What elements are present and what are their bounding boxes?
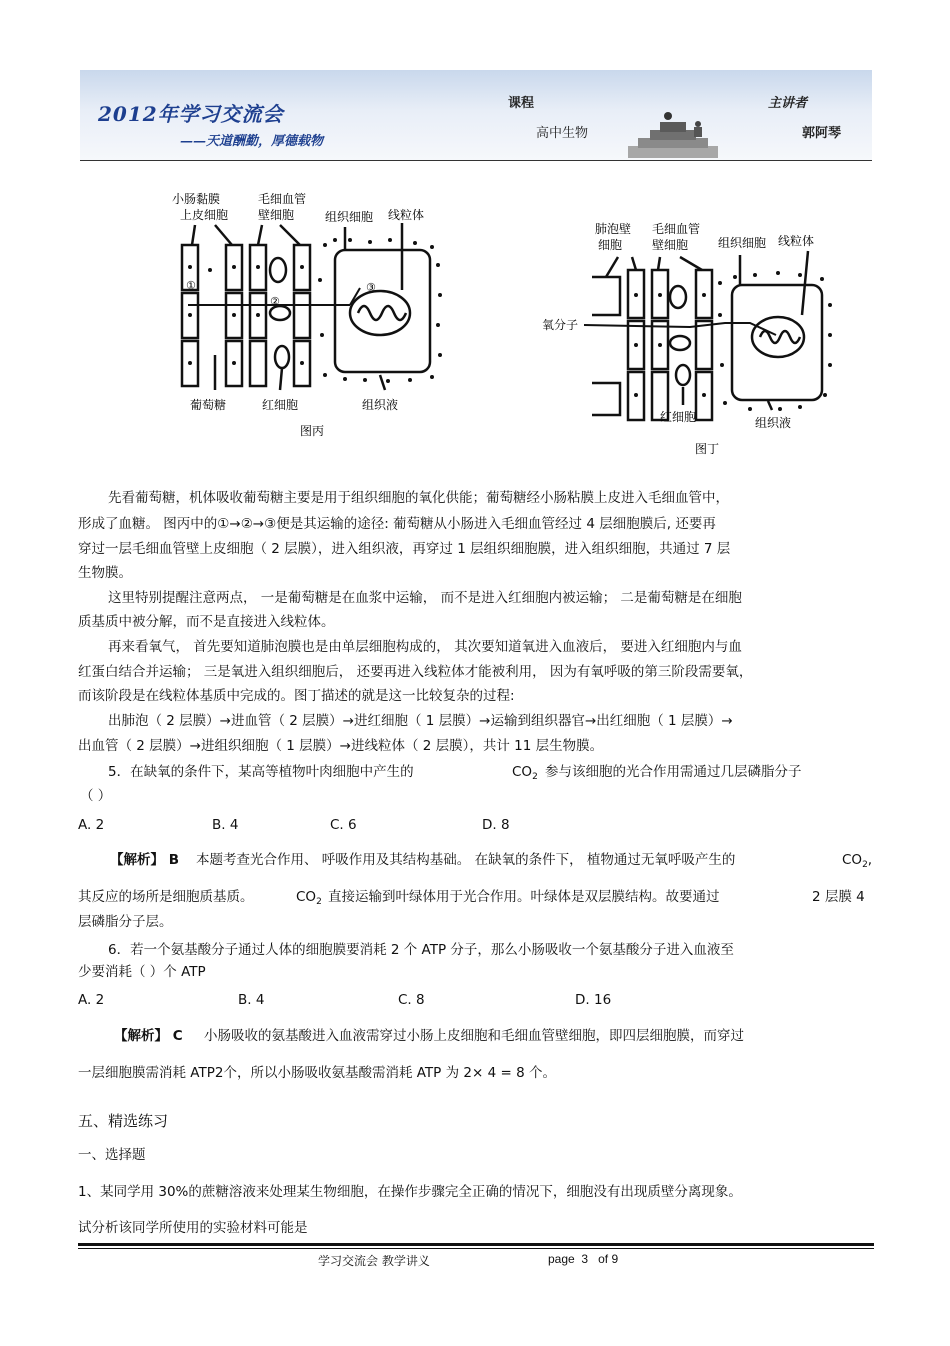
q6-stem-line1: 6．若一个氨基酸分子通过人体的细胞膜要消耗 2 个 ATP 分子，那么小肠吸收一个氨基酸分子进入血液至 <box>108 942 734 958</box>
p1-line2: 形成了血糖。 图丙中的①→②→③便是其运输的途径: 葡萄糖从小肠进入毛细血管经过 4 层细胞膜后, 还要再 <box>78 516 716 532</box>
p2-line2: 质基质中被分解，而不是直接进入线粒体。 <box>78 614 335 630</box>
label-red-cell: 红细胞 <box>262 398 299 412</box>
p2-line1: 这里特别提醒注意两点， 一是葡萄糖是在血浆中运输， 而不是进入红细胞内被运输； 二是葡萄糖是在细胞 <box>108 590 742 606</box>
exercise-1-line1: 1、某同学用 30%的蔗糖溶液来处理某生物细胞，在操作步骤完全正确的情况下，细胞没有出现质壁分离现象。 <box>78 1184 742 1200</box>
label-tissue-cell: 组织细胞 <box>325 210 374 224</box>
q5-co2: $CO_2$ <box>512 764 538 782</box>
figure-ding <box>540 215 840 460</box>
figure-bing <box>170 185 460 445</box>
q5-analysis-line3: 层磷脂分子层。 <box>78 914 173 930</box>
p3-line1: 再来看氧气， 首先要知道肺泡膜也是由单层细胞构成的， 其次要知道氧进入血液后， 要进入红细胞内与血 <box>108 639 742 655</box>
q5-analysis-label: 【解析】 B <box>110 852 179 868</box>
header-banner <box>80 70 872 161</box>
marker-1: ① <box>186 279 196 292</box>
figure-ding-caption: 图丁 <box>695 442 720 456</box>
footer-label: 学习交流会 教学讲义 <box>318 1254 430 1268</box>
course-value: 高中生物 <box>536 126 589 141</box>
label-intestine-1: 小肠黏膜 <box>172 192 221 206</box>
label-tissue-fluid: 组织液 <box>755 416 792 430</box>
label-tissue-cell: 组织细胞 <box>718 236 767 250</box>
q5-option-d: D. 8 <box>482 817 510 833</box>
q6-analysis-label: 【解析】 C <box>114 1028 183 1044</box>
q5-analysis-co2: $CO_2$, <box>842 852 873 870</box>
label-alveolus-1: 肺泡壁 <box>595 222 632 236</box>
figure-bing-caption: 图丙 <box>300 424 325 438</box>
marker-2: ② <box>270 295 280 308</box>
exercise-1-line2: 试分析该同学所使用的实验材料可能是 <box>78 1220 308 1236</box>
label-capillary-1: 毛细血管 <box>258 192 307 206</box>
q5-stem-b: 参与该细胞的光合作用需通过几层磷脂分子 <box>545 764 802 780</box>
p1-line1: 先看葡萄糖，机体吸收葡萄糖主要是用于组织细胞的氧化供能；葡萄糖经小肠粘膜上皮进入毛细血管中， <box>108 490 729 506</box>
q5-option-c: C. 6 <box>330 817 357 833</box>
section-title: 五、精选练习 <box>78 1112 169 1130</box>
label-capillary-1: 毛细血管 <box>652 222 701 236</box>
q5-analysis-line1: 本题考查光合作用、 呼吸作用及其结构基础。 在缺氧的条件下， 植物通过无氧呼吸产生的 <box>196 852 736 868</box>
p1-line4: 生物膜。 <box>78 565 132 581</box>
q6-stem-line2: 少要消耗（ ）个 ATP <box>78 964 206 980</box>
footer-page: page 3 of 9 <box>548 1252 619 1266</box>
q5-analysis-line2a: 其反应的场所是细胞质基质。 <box>78 889 254 905</box>
q5-stem-a: 5．在缺氧的条件下，某高等植物叶肉细胞中产生的 <box>108 764 414 780</box>
q5-option-b: B. 4 <box>212 817 239 833</box>
q5-analysis-line2c: 2 层膜 4 <box>812 889 865 905</box>
section-subtitle: 一、选择题 <box>78 1147 146 1163</box>
label-tissue-fluid: 组织液 <box>362 398 399 412</box>
label-mitochondria: 线粒体 <box>778 234 815 248</box>
q6-analysis-line1: 小肠吸收的氨基酸进入血液需穿过小肠上皮细胞和毛细血管壁细胞，即四层细胞膜，而穿过 <box>204 1028 744 1044</box>
q5-analysis-line2b: 直接运输到叶绿体用于光合作用。叶绿体是双层膜结构。故要通过 <box>328 889 720 905</box>
stairs-illustration <box>628 110 718 158</box>
q5-option-a: A. 2 <box>78 817 105 833</box>
q6-option-c: C. 8 <box>398 992 425 1008</box>
course-label: 课程 <box>508 96 535 111</box>
q6-option-b: B. 4 <box>238 992 265 1008</box>
q5-paren: （ ） <box>80 788 112 804</box>
q6-option-d: D. 16 <box>575 992 612 1008</box>
label-red-cell: 红细胞 <box>660 410 697 424</box>
q6-analysis-line2: 一层细胞膜需消耗 ATP2个，所以小肠吸收氨基酸需消耗 ATP 为 2× 4 = 8 个。 <box>78 1065 556 1081</box>
marker-3: ③ <box>366 281 376 294</box>
lecturer-value: 郭阿琴 <box>802 126 842 141</box>
p3-line2: 红蛋白结合并运输； 三是氧进入组织细胞后， 还要再进入线粒体才能被利用， 因为有氧呼吸的第三阶段需要氧， <box>78 664 753 680</box>
label-alveolus-2: 细胞 <box>598 238 623 252</box>
label-glucose: 葡萄糖 <box>190 398 227 412</box>
q6-option-a: A. 2 <box>78 992 105 1008</box>
p4-line2: 出血管（ 2 层膜）→进组织细胞（ 1 层膜）→进线粒体（ 2 层膜），共计 11 层生物膜。 <box>78 738 604 754</box>
label-mitochondria: 线粒体 <box>388 208 425 222</box>
p4-line1: 出肺泡（ 2 层膜）→进血管（ 2 层膜）→进红细胞（ 1 层膜）→运输到组织器官→出红细胞（ 1 层膜）→ <box>108 713 733 729</box>
label-intestine-2: 上皮细胞 <box>180 208 229 222</box>
banner-subtitle: ——天道酬勤，厚德载物 <box>180 134 324 149</box>
p3-line3: 而该阶段是在线粒体基质中完成的。图丁描述的就是这一比较复杂的过程: <box>78 688 515 704</box>
label-capillary-2: 壁细胞 <box>258 208 295 222</box>
lecturer-label: 主讲者 <box>768 96 808 111</box>
banner-title: 2012年学习交流会 <box>98 102 284 126</box>
p1-line3: 穿过一层毛细血管壁上皮细胞（ 2 层膜），进入组织液，再穿过 1 层组织细胞膜，进入组织细胞，共通过 7 层 <box>78 541 731 557</box>
label-oxygen: 氧分子 <box>542 318 579 332</box>
label-capillary-2: 壁细胞 <box>652 238 689 252</box>
footer-rule-thin <box>78 1248 874 1249</box>
footer-rule-thick <box>78 1243 874 1246</box>
q5-analysis-co2b: $CO_2$ <box>296 889 322 907</box>
